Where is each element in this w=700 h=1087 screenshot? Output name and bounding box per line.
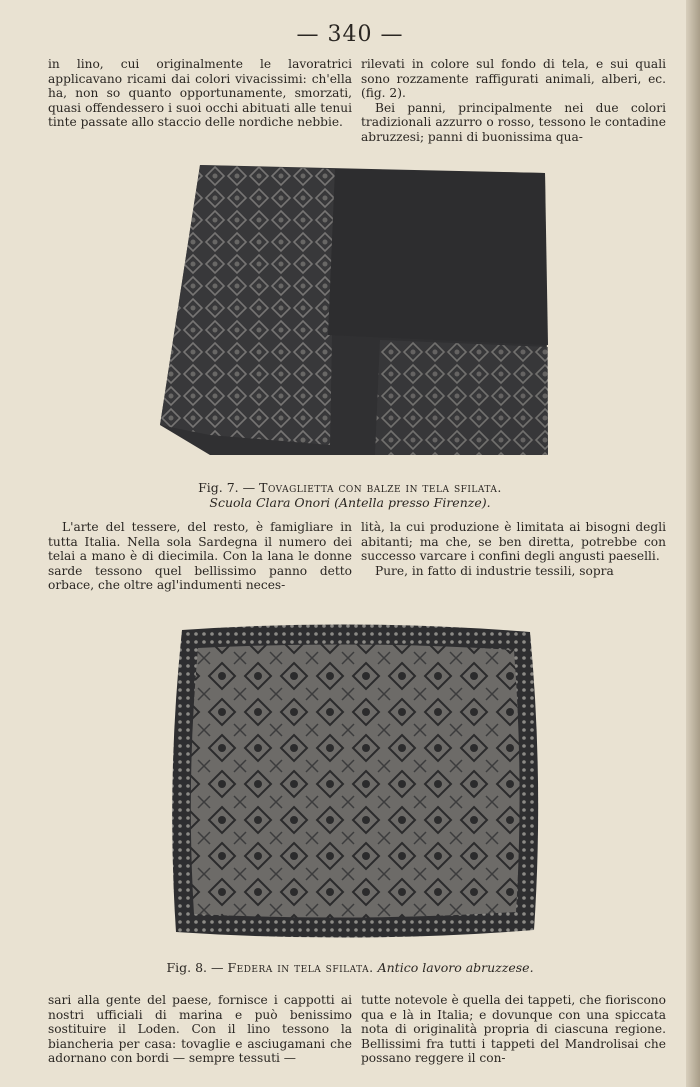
figure-subtitle: Scuola Clara Onori (Antella presso Firenze). (209, 495, 491, 510)
page-number: — 340 — (296, 22, 404, 47)
middle-right-column (361, 520, 666, 578)
paragraph: in lino, cui originalmente le lavoratrici applicavano ricami dai colori vivacissimi: ch'ella ha, non so quanto opportunamente, smorzati, quasi offendessero i suoi occhi abituati alle tenui tinte passate allo staccio delle nordiche nebbie. (48, 57, 352, 130)
paragraph: L'arte del tessere, del resto, è famigliare in tutta Italia. Nella sola Sardegna il numero dei telai a mano è di diecimila. Con la lana le donne sarde tessono quel bellissimo panno detto orbace, che oltre agl'indumenti neces- (48, 520, 352, 593)
paragraph: tutte notevole è quella dei tappeti, che fioriscono qua e là in Italia; e dovunque con una spiccata nota di originalità propria di ciascuna regione. Bellissimi fra tutti i tappeti del Mandrolisai che possano reggere il con- (361, 993, 666, 1066)
bottom-left-column (48, 993, 352, 1066)
figure-8-caption (0, 960, 700, 975)
paragraph: Bei panni, principalmente nei due colori tradizionali azzurro o rosso, tessono le contadine abruzzesi; panni di buonissima qua- (361, 100, 666, 144)
paragraph: rilevati in colore sul fondo di tela, e sui quali sono rozzamente raffigurati animali, alberi, ec. (fig. 2). (361, 57, 666, 101)
paragraph: lità, la cui produzione è limitata ai bisogni degli abitanti; ma che, se ben diretta, potrebbe con successo varcare i confini degli angusti paeselli. (361, 520, 666, 564)
figure-label: Fig. 8. — (166, 960, 224, 975)
figure-7-image (160, 165, 550, 455)
figure-subtitle: Antico lavoro abruzzese. (377, 960, 534, 975)
figure-8-image (168, 622, 542, 940)
top-left-column (48, 57, 352, 130)
top-right-column (361, 57, 666, 145)
figure-title: Federa in tela sfilata. (227, 960, 374, 975)
figure-label: Fig. 7. — (198, 480, 256, 495)
paragraph: Pure, in fatto di industrie tessili, sopra (375, 563, 614, 578)
figure-7-caption (0, 480, 700, 510)
paragraph: sari alla gente del paese, fornisce i cappotti ai nostri ufficiali di marina e può benissimo sostituire il Loden. Con il lino tessono la biancheria per casa: tovaglie e asciugamani che adornano con bordi — sempre tessuti — (48, 993, 352, 1066)
page-edge-shadow (686, 0, 700, 1087)
bottom-right-column (361, 993, 666, 1066)
figure-title: Tovaglietta con balze in tela sfilata. (259, 480, 502, 495)
middle-left-column (48, 520, 352, 593)
